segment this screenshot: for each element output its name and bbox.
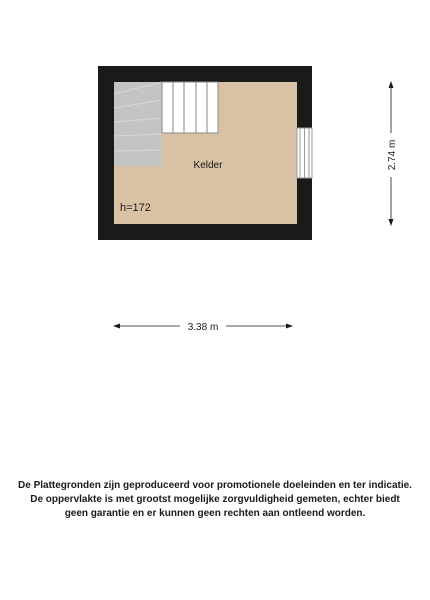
depth-dimension	[383, 81, 399, 226]
depth-dimension-label: 2.74 m	[387, 139, 398, 171]
height-label: h=172	[120, 202, 151, 214]
disclaimer	[0, 479, 430, 521]
width-dimension-label: 3.38 m	[187, 322, 219, 333]
room-label: Kelder	[193, 160, 223, 171]
width-dimension	[113, 318, 293, 334]
disclaimer-line-2: De oppervlakte is met grootst mogelijke zorgvuldigheid gemeten, echter biedt	[30, 494, 400, 505]
disclaimer-line-1: De Plattegronden zijn geproduceerd voor promotionele doeleinden en ter indicatie.	[18, 480, 412, 491]
disclaimer-line-3: geen garantie en er kunnen geen rechten aan ontleend worden.	[64, 508, 366, 519]
